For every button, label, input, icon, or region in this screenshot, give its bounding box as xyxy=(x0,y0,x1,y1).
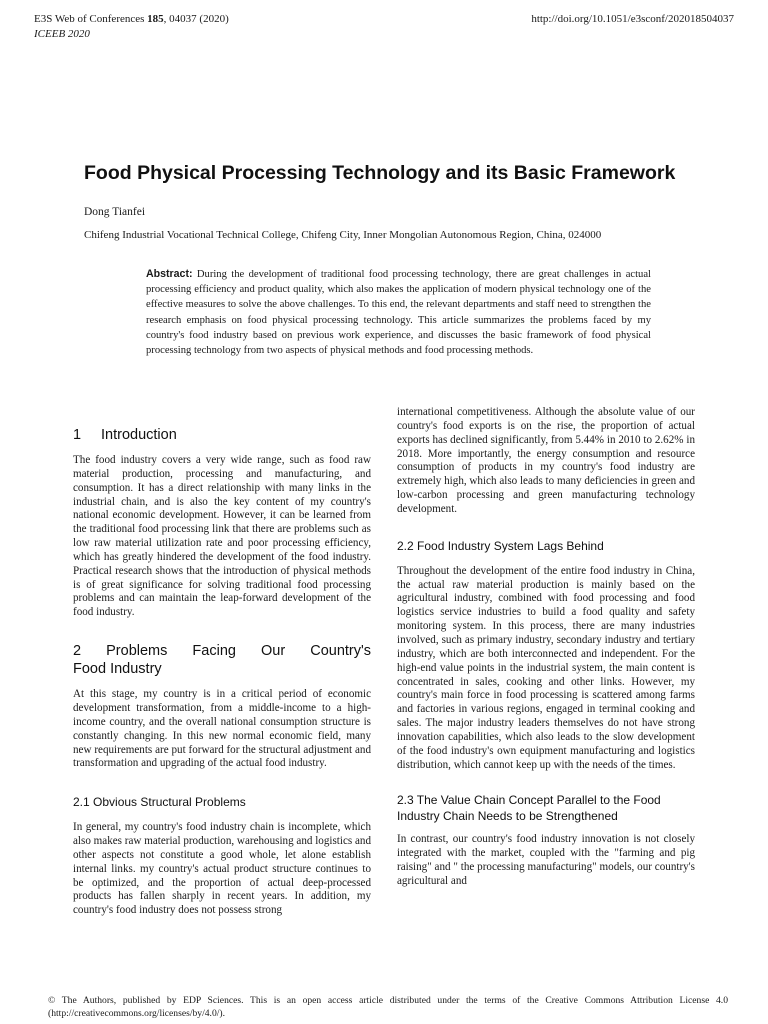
right-column xyxy=(397,406,695,889)
section-title: Introduction xyxy=(101,427,177,443)
journal-prefix: E3S Web of Conferences xyxy=(34,13,148,25)
author-affiliation: Chifeng Industrial Vocational Technical College, Chifeng City, Inner Mongolian Autonomous Region, China, 024000 xyxy=(84,229,602,241)
subsection-2-2-paragraph: Throughout the development of the entire food industry in China, the actual raw material production is mainly based on the agricultural industry, combined with food processing and food logistics service industries to build a food quality and safety monitoring system. In this process, there are many industries involved, such as primary industry, secondary industry and tertiary industry, which are both interconnected and independent. For the high-end value points in the industrial system, the main content is concentrated in sales, cooking and other links. However, my country's main force in food processing is scattered among farms and factories in various regions, engaged in terminal cooking and sales. The major industry leaders themselves do not have strong innovation capabilities, which also leads to the slow development of the food industry's own equipment manufacturing and logistics distribution, which cannot keep up with the needs of the times. xyxy=(397,564,695,771)
journal-citation xyxy=(34,12,229,27)
subsection-2-1-paragraph: In general, my country's food industry chain is incomplete, which also makes raw material production, warehousing and logistics and other aspects not constitute a good whole, let alone establish internal links. my country's actual product structure continues to be optimized, and the proportion of actual deep-processed products has fallen sharply in recent years. In addition, my country's food industry does not possess strong xyxy=(73,821,371,917)
section-title-line2: Food Industry xyxy=(73,661,162,678)
section-number: 2 xyxy=(73,643,82,660)
doi-link[interactable]: http://doi.org/10.1051/e3sconf/202018504037 xyxy=(531,13,734,25)
subsection-2-1-continuation: international competitiveness. Although the absolute value of our country's food exports is on the rise, the proportion of actual exports has declined significantly, from 5.44% in 2010 to 2.62% in 2018. More importantly, the energy consumption and resource consumption of products in my country's food industry are extremely high, which also leads to many deficiencies in green and low-carbon processing and green manufacturing technology development. xyxy=(397,406,695,515)
section-title-line1: Problems Facing Our Country's xyxy=(106,643,372,660)
subsection-heading-2-3: 2.3 The Value Chain Concept Parallel to the Food Industry Chain Needs to be Strengthened xyxy=(397,793,661,824)
subsection-heading-2-2: 2.2 Food Industry System Lags Behind xyxy=(397,538,604,553)
abstract xyxy=(146,267,651,358)
journal-article: , 04037 (2020) xyxy=(163,13,229,25)
journal-volume: 185 xyxy=(147,13,164,25)
paper-title: Food Physical Processing Technology and its Basic Framework xyxy=(84,162,676,184)
section-number: 1 xyxy=(73,427,82,443)
license-footer: © The Authors, published by EDP Sciences. This is an open access article distributed under the terms of the Creative Commons Attribution License 4.0 (http://creativecommons.org/licenses/by/4.0/). xyxy=(48,995,728,1019)
conference-name: ICEEB 2020 xyxy=(34,28,90,40)
subsection-heading-2-1: 2.1 Obvious Structural Problems xyxy=(73,795,246,810)
section-heading-line1 xyxy=(73,642,371,660)
abstract-label: Abstract: xyxy=(146,268,193,280)
section-heading-problems xyxy=(73,642,371,678)
running-header-left xyxy=(34,12,229,42)
abstract-text: During the development of traditional food processing technology, there are great challenges in actual processing efficiency and product quality, which also makes the application of modern physical technology one of the effective measures to solve the above challenges. To this end, the relevant departments and staff need to strengthen the research emphasis on food physical processing technology. This article summarizes the problems faced by my country's food industry based on previous work experience, and discusses the basic framework of food physical processing technology from two aspects of physical methods and food processing methods. xyxy=(146,269,651,357)
author-name: Dong Tianfei xyxy=(84,206,146,218)
problems-paragraph: At this stage, my country is in a critical period of economic development transformation, from a middle-income to a high-income country, and the overall national consumption structure is constantly changing. In this new normal economic field, many new requirements are put forward for the structural adjustment and transformation and upgrading of the actual food industry. xyxy=(73,688,371,770)
left-column xyxy=(73,426,371,918)
section-heading-introduction xyxy=(73,426,371,444)
subsection-2-3-paragraph: In contrast, our country's food industry innovation is not closely integrated with the market, coupled with the "farming and pig raising" and " the processing manufacturing" models, our country's agricultural and xyxy=(397,833,695,887)
introduction-paragraph: The food industry covers a very wide range, such as food raw material production, processing and manufacturing, and consumption. It has a direct relationship with many links in the industrial chain, and is also the key content of my country's national economic development. However, it can be learned from the traditional food processing link that there are problems such as low raw material utilization rate and poor processing efficiency, which has greatly hindered the development of the food industry. Practical research shows that the introduction of physical methods is of great significance for solving traditional food processing problems and can maintain the leap-forward development of the food industry. xyxy=(73,454,371,619)
